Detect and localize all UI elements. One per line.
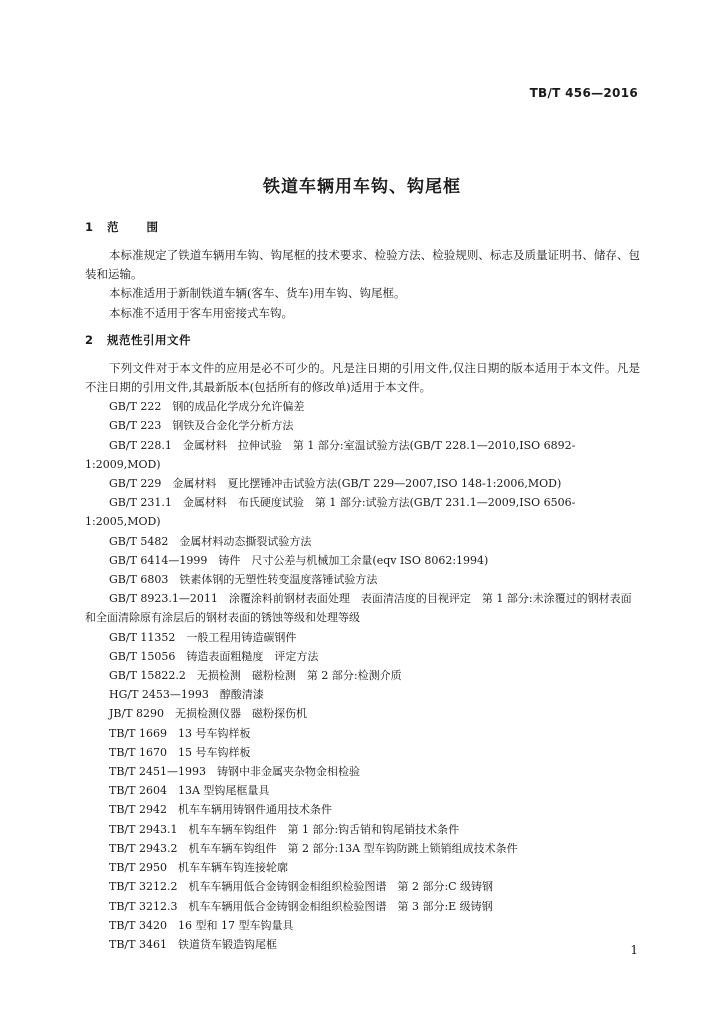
reference-item: GB/T 223 钢铁及合金化学分析方法 (109, 419, 294, 433)
reference-item: GB/T 8923.1—2011 涂覆涂料前钢材表面处理 表面清洁度的目视评定 第 1 部分:未涂覆过的钢材表面和全面清除原有涂层后的钢材表面的锈蚀等级和处理等级 (85, 592, 632, 625)
reference-item: GB/T 15822.2 无损检测 磁粉检测 第 2 部分:检测介质 (109, 669, 402, 683)
reference-item: GB/T 231.1 金属材料 布氏硬度试验 第 1 部分:试验方法(GB/T 231.1—2009,ISO 6506-1:2005,MOD) (85, 496, 576, 529)
reference-item: TB/T 2604 13A 型钩尾框量具 (109, 784, 270, 798)
reference-item: JB/T 8290 无损检测仪器 磁粉探伤机 (109, 707, 308, 721)
reference-item: TB/T 2950 机车车辆车钩连接轮廓 (109, 861, 288, 875)
reference-item: TB/T 3212.3 机车车辆用低合金铸钢金相组织检验图谱 第 3 部分:E 级铸钢 (109, 899, 493, 913)
reference-item: GB/T 6803 铁素体钢的无塑性转变温度落锤试验方法 (109, 573, 378, 587)
document-body (85, 217, 640, 954)
reference-item: TB/T 2451—1993 铸钢中非金属夹杂物金相检验 (109, 765, 360, 779)
reference-list (85, 397, 640, 954)
paragraph: 本标准规定了铁道车辆用车钩、钩尾框的技术要求、检验方法、检验规则、标志及质量证明书、储存、包装和运输。 (85, 248, 640, 282)
reference-item: HG/T 2453—1993 醇酸清漆 (109, 688, 264, 702)
reference-item: GB/T 222 钢的成品化学成分允许偏差 (109, 400, 305, 414)
reference-item: TB/T 1669 13 号车钩样板 (109, 726, 251, 740)
reference-item: GB/T 228.1 金属材料 拉伸试验 第 1 部分:室温试验方法(GB/T 228.1—2010,ISO 6892-1:2009,MOD) (85, 438, 576, 471)
paragraph: 本标准不适用于客车用密接式车钩。 (109, 305, 293, 320)
reference-item: TB/T 3461 铁道货车锻造钩尾框 (109, 937, 277, 951)
reference-item: TB/T 3420 16 型和 17 型车钩量具 (109, 918, 294, 932)
reference-item: TB/T 3212.2 机车车辆用低合金铸钢金相组织检验图谱 第 2 部分:C 级铸钢 (109, 880, 494, 894)
reference-item: TB/T 1670 15 号车钩样板 (109, 745, 251, 759)
section-title: 规范性引用文件 (107, 332, 191, 347)
section-title: 范 围 (107, 220, 171, 234)
reference-item: GB/T 6414—1999 铸件 尺寸公差与机械加工余量(eqv ISO 8062:1994) (109, 553, 489, 567)
reference-item: GB/T 5482 金属材料动态撕裂试验方法 (109, 534, 312, 548)
page-number: 1 (630, 943, 638, 957)
reference-item: GB/T 15056 铸造表面粗糙度 评定方法 (109, 649, 319, 663)
section-number: 1 (85, 220, 94, 234)
document-title: 铁道车辆用车钩、钩尾框 (263, 177, 461, 197)
paragraph: 本标准适用于新制铁道车辆(客车、货车)用车钩、钩尾框。 (109, 286, 406, 301)
section-number: 2 (85, 332, 94, 347)
paragraph: 下列文件对于本文件的应用是必不可少的。凡是注日期的引用文件,仅注日期的版本适用于本文件。凡是不注日期的引用文件,其最新版本(包括所有的修改单)适用于本文件。 (85, 360, 640, 395)
reference-item: GB/T 229 金属材料 夏比摆锤冲击试验方法(GB/T 229—2007,ISO 148-1:2006,MOD) (109, 477, 562, 491)
section-heading-scope (85, 217, 640, 237)
section-heading-normative-references (85, 330, 640, 350)
reference-item: TB/T 2943.1 机车车辆车钩组件 第 1 部分:钩舌销和钩尾销技术条件 (109, 822, 460, 836)
standard-code: TB/T 456—2016 (529, 86, 638, 100)
reference-item: GB/T 11352 一般工程用铸造碳钢件 (109, 630, 297, 644)
reference-item: TB/T 2942 机车车辆用铸钢件通用技术条件 (109, 803, 332, 817)
reference-item: TB/T 2943.2 机车车辆车钩组件 第 2 部分:13A 型车钩防跳上锁销组成技术条件 (109, 841, 518, 855)
